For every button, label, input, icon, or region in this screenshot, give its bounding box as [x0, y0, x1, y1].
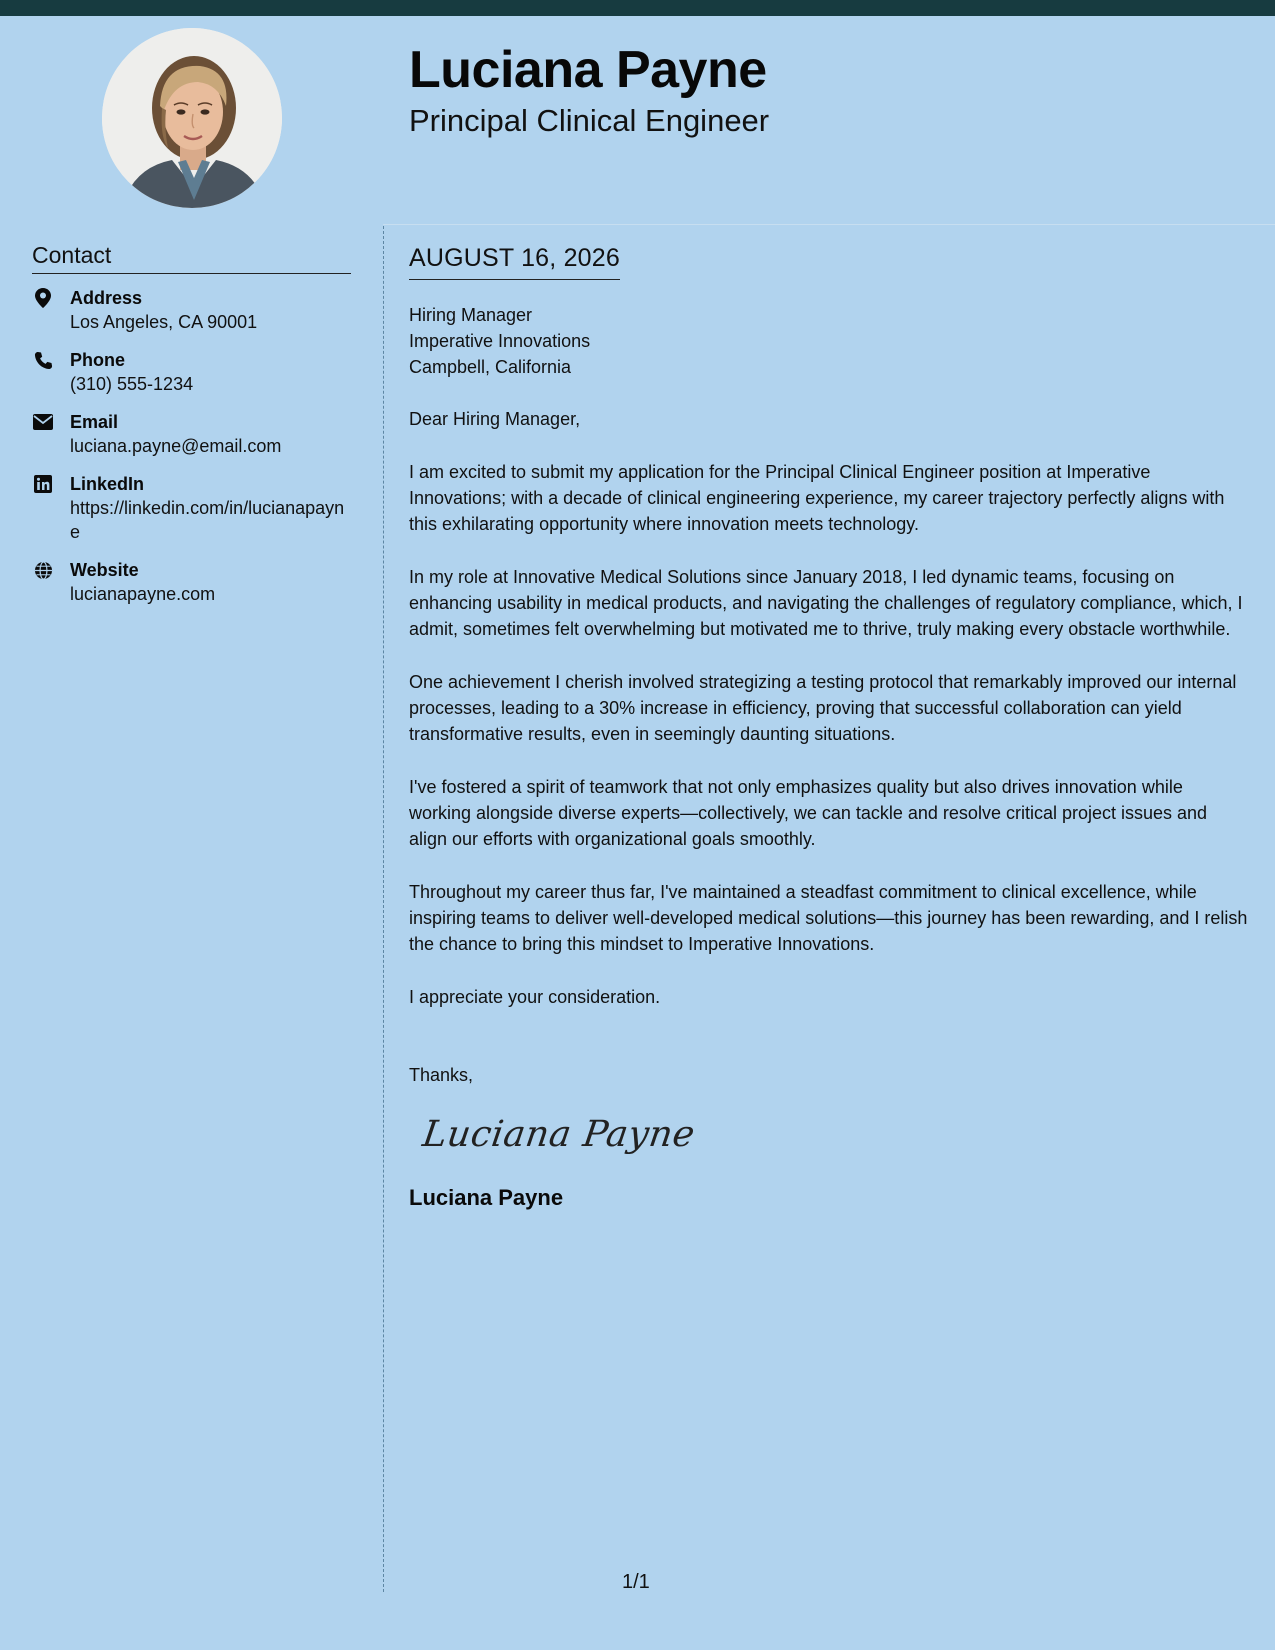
envelope-icon	[32, 411, 54, 433]
header-divider	[383, 224, 1275, 225]
page-number: 1/1	[622, 1571, 650, 1593]
recipient-company: Imperative Innovations	[409, 331, 591, 351]
signer-name: Luciana Payne	[409, 1185, 564, 1210]
contact-list	[32, 286, 362, 620]
contact-label: Website	[70, 560, 139, 580]
website-link[interactable]: lucianapayne.com	[70, 584, 216, 604]
letter-date: AUGUST 16, 2026	[409, 244, 620, 280]
closing-line: I appreciate your consideration.	[409, 987, 661, 1007]
globe-icon	[32, 559, 54, 581]
contact-label: LinkedIn	[70, 474, 145, 494]
handwritten-signature: Luciana Payne	[420, 1114, 698, 1155]
body-paragraph: In my role at Innovative Medical Solutions since January 2018, I led dynamic teams, focusing on enhancing usability in medical products, and navigating the challenges of regulatory compliance, which, I admit, sometimes felt overwhelming but motivated me to thrive, truly making every obstacle worthwhile.	[409, 567, 1243, 639]
linkedin-icon	[32, 473, 54, 495]
top-accent-bar	[0, 0, 1275, 16]
recipient-block	[409, 302, 1249, 380]
column-divider	[383, 226, 384, 1592]
contact-item-address	[32, 286, 362, 334]
contact-label: Address	[70, 288, 143, 308]
contact-heading: Contact	[32, 242, 351, 274]
contact-item-website	[32, 558, 362, 606]
address-value: Los Angeles, CA 90001	[70, 312, 258, 332]
recipient-location: Campbell, California	[409, 357, 572, 377]
body-paragraph: I am excited to submit my application for the Principal Clinical Engineer position at Imperative Innovations; with a decade of clinical engineering experience, my career trajectory perfectly aligns with this exhilarating opportunity where innovation meets technology.	[409, 462, 1225, 534]
salutation: Dear Hiring Manager,	[409, 409, 581, 429]
candidate-name: Luciana Payne	[409, 41, 767, 99]
phone-value: (310) 555-1234	[70, 374, 194, 394]
body-paragraph: Throughout my career thus far, I've maintained a steadfast commitment to clinical excellence, while inspiring teams to deliver well-developed medical solutions—this journey has been rewarding, and I relish the chance to bring this mindset to Imperative Innovations.	[409, 882, 1248, 954]
contact-item-phone	[32, 348, 362, 396]
letter-body	[409, 244, 1249, 1211]
body-paragraph: I've fostered a spirit of teamwork that not only emphasizes quality but also drives innovation while working alongside diverse experts—collectively, we can tackle and resolve critical project issues and align our efforts with organizational goals smoothly.	[409, 777, 1208, 849]
contact-item-linkedin	[32, 472, 362, 544]
map-pin-icon	[32, 287, 54, 309]
candidate-title: Principal Clinical Engineer	[409, 103, 770, 138]
linkedin-link[interactable]: https://linkedin.com/in/lucianapayne	[70, 498, 345, 542]
body-paragraph: One achievement I cherish involved strategizing a testing protocol that remarkably improved our internal processes, leading to a 30% increase in efficiency, proving that successful collaboration can yield transformative results, even in seemingly daunting situations.	[409, 672, 1237, 744]
contact-item-email	[32, 410, 362, 458]
sign-off: Thanks,	[409, 1065, 474, 1085]
contact-label: Phone	[70, 350, 126, 370]
profile-photo	[102, 28, 282, 208]
email-link[interactable]: luciana.payne@email.com	[70, 436, 282, 456]
phone-icon	[32, 349, 54, 371]
contact-label: Email	[70, 412, 119, 432]
recipient-name: Hiring Manager	[409, 305, 533, 325]
